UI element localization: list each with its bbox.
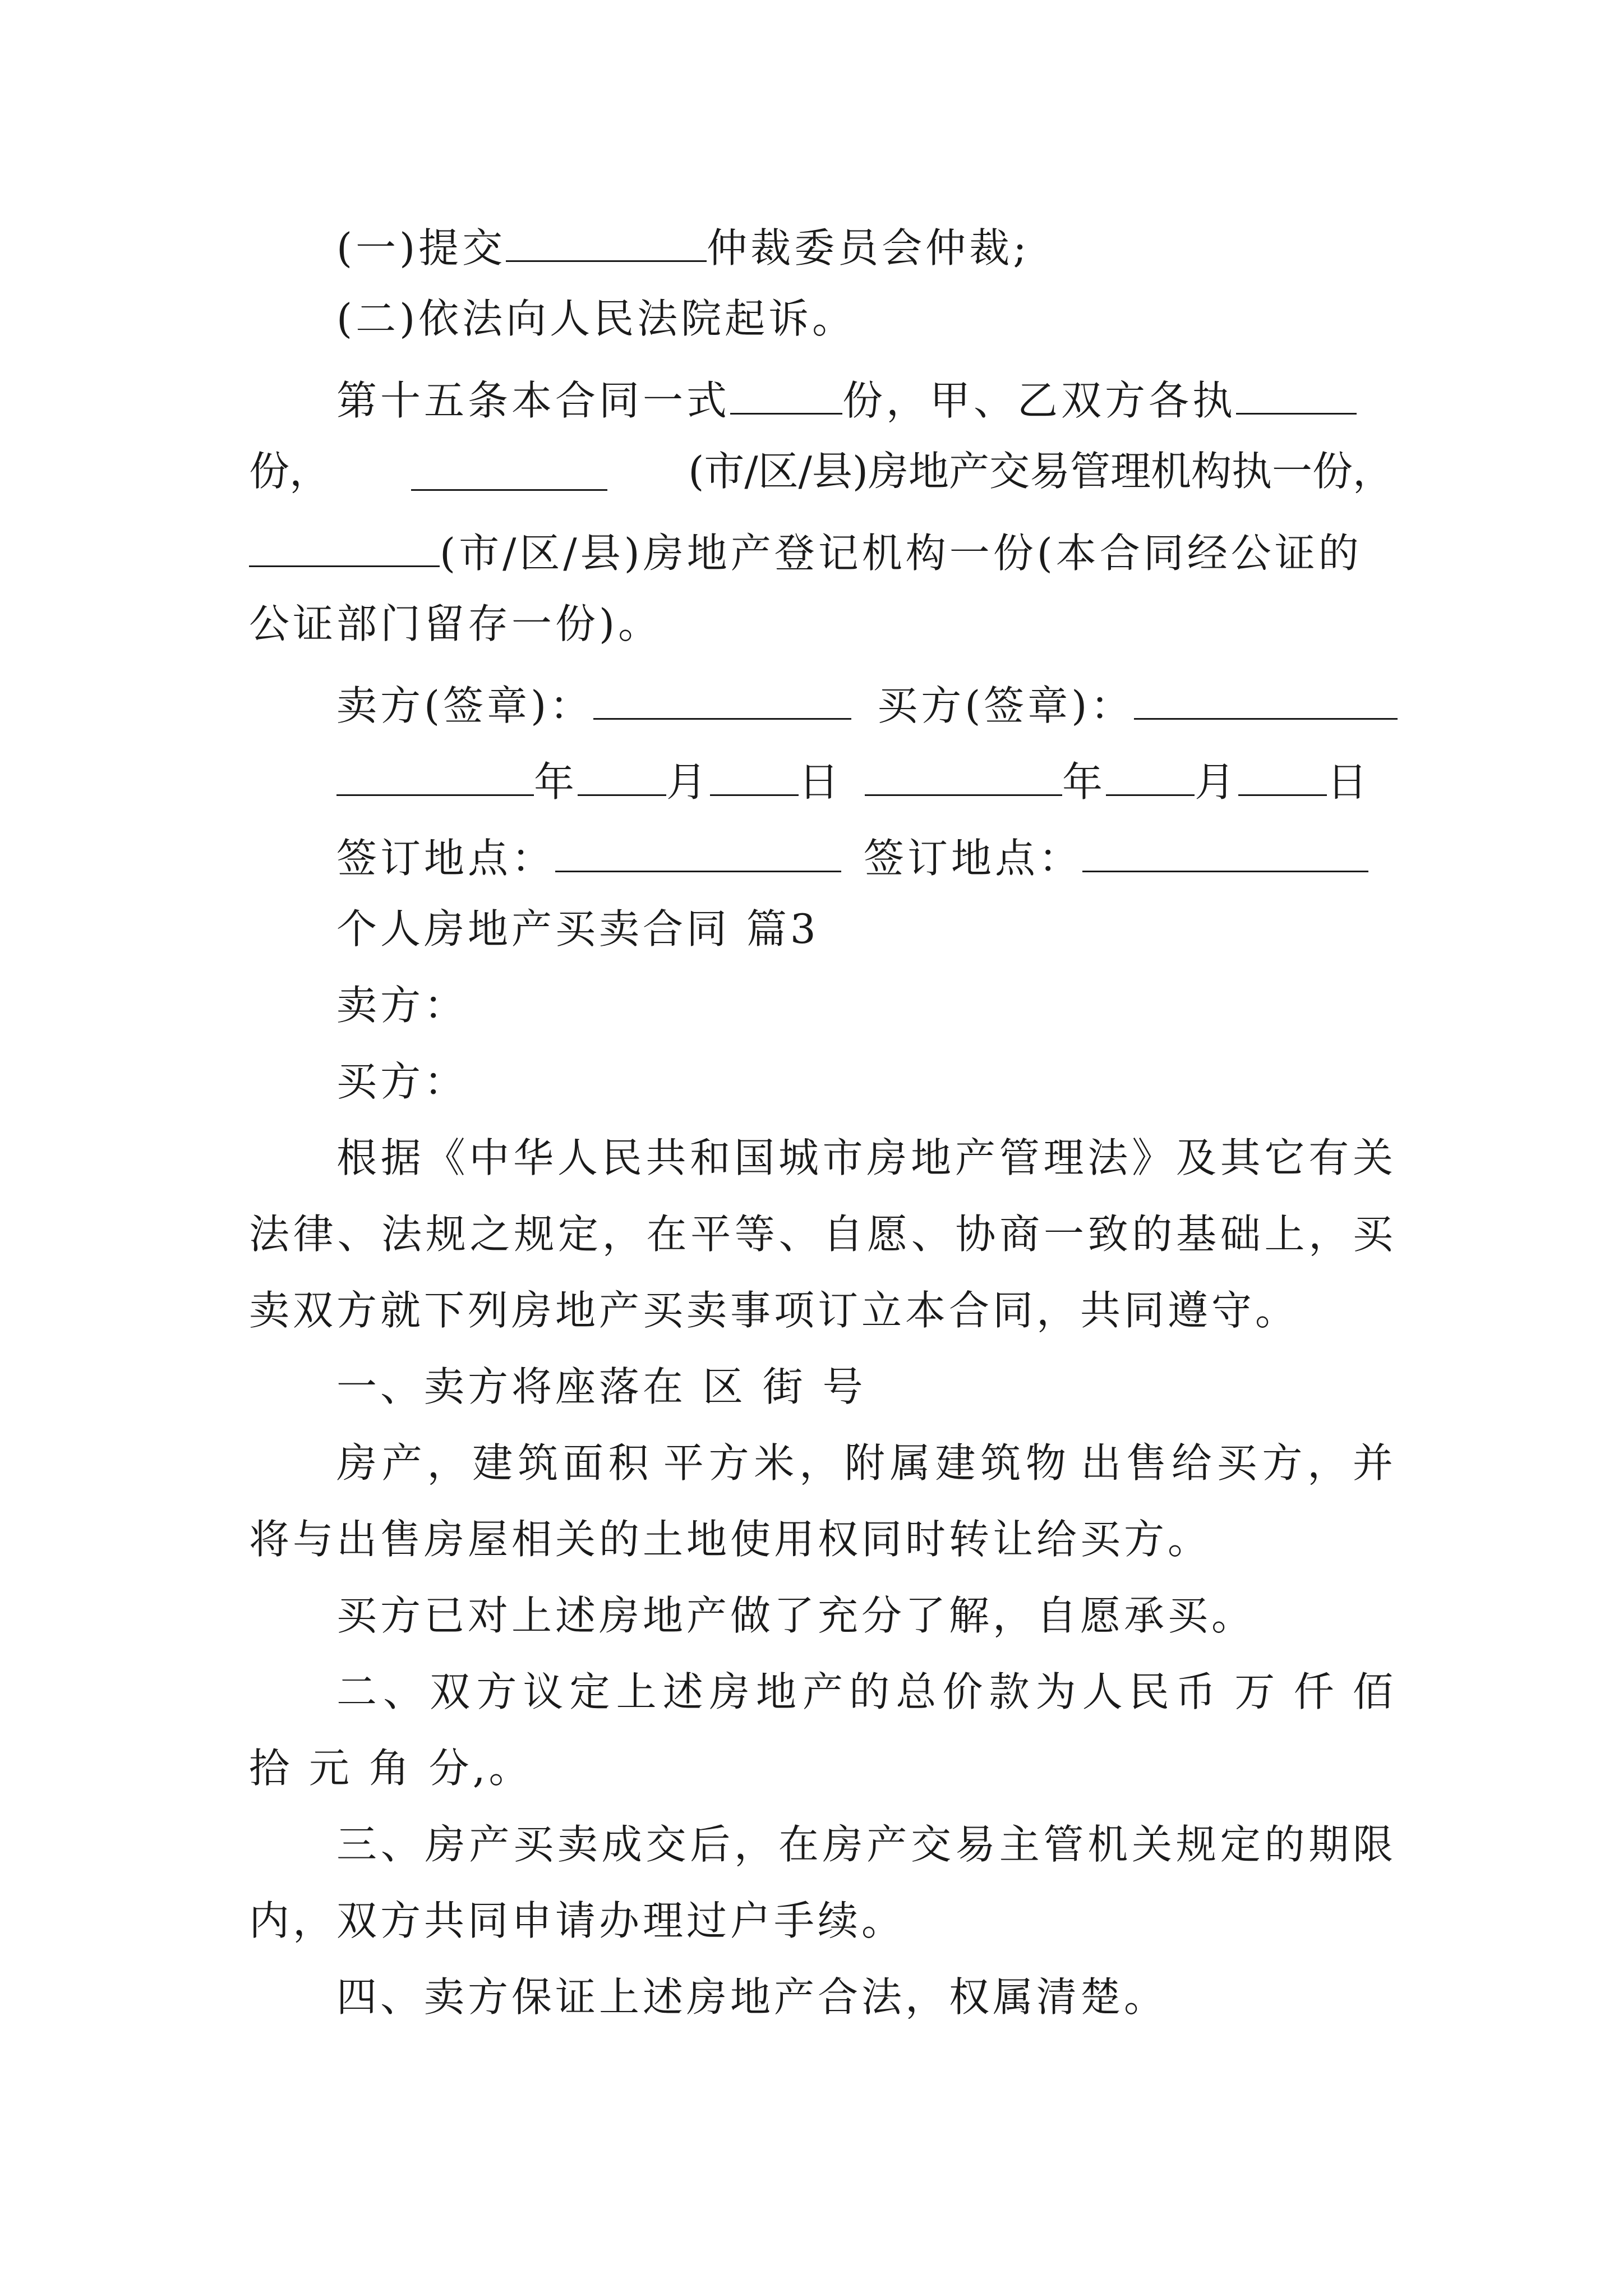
blank-line (865, 756, 1062, 796)
text-segment: 日 (799, 758, 843, 806)
blank-line (730, 375, 842, 415)
blank-line (555, 832, 841, 872)
text-segment: 签订地点： (864, 835, 1083, 882)
text-segment: 签订地点： (336, 835, 556, 882)
text-segment: 日 (1327, 758, 1371, 806)
text-segment: 第十五条本合同一式 (336, 377, 731, 425)
buyer-label: 买方： (336, 1058, 468, 1105)
signature-line (336, 680, 1398, 730)
article-15-line-2 (249, 448, 1393, 495)
text-segment: 月 (666, 758, 711, 806)
text-segment: 年 (1062, 758, 1106, 806)
blank-line (506, 222, 707, 262)
text-segment: 月 (1195, 758, 1239, 806)
paragraph-line: 内，双方共同申请办理过户手续。 (249, 1897, 906, 1944)
article-15-line-4: 公证部门留存一份)。 (249, 600, 662, 647)
blank-line (1082, 832, 1368, 872)
seller-signature-label: 卖方(签章)： (336, 682, 594, 730)
section-heading: 个人房地产买卖合同 篇3 (336, 905, 819, 953)
paragraph-line: 三 、 房 产 买 卖 成 交 后 ， 在 房 产 交 易 主 管 机 关 规 定 的 期 限 (336, 1821, 1393, 1868)
text-segment: (市/区/县)房地产登记机构一份(本合同经公证的 (440, 530, 1362, 577)
text-segment: (市/区/县)房地产交易管理机构执一份， (688, 448, 1393, 495)
paragraph-line: 四、卖方保证上述房地产合法，权属清楚。 (336, 1973, 1168, 2021)
text-segment: 年 (534, 758, 578, 806)
text-segment: 仲裁委员会仲裁; (707, 224, 1030, 272)
blank-line (249, 527, 440, 567)
blank-line (1236, 375, 1357, 415)
article-15-line-3 (249, 527, 1362, 577)
paragraph-line: 买方已对上述房地产做了充分了解，自愿承买。 (336, 1592, 1256, 1639)
blank-line (411, 451, 607, 491)
text-segment: 份，甲、乙双方各执 (842, 377, 1237, 425)
signing-place-line (336, 832, 1368, 882)
paragraph-line: 卖双方就下列房地产买卖事项订立本合同，共同遵守。 (249, 1287, 1299, 1334)
blank-line (336, 756, 534, 796)
buyer-signature-label: 买方(签章)： (877, 682, 1135, 730)
blank-line (710, 756, 799, 796)
paragraph-line: 二 、 双 方 议 定 上 述 房 地 产 的 总 价 款 为 人 民 币 万 仟 佰 (336, 1668, 1393, 1715)
blank-line (578, 756, 666, 796)
paragraph-line: 房 产 ， 建 筑 面 积 平 方 米 ， 附 属 建 筑 物 出 售 给 买 方 ， 并 (336, 1439, 1393, 1487)
date-line (336, 756, 1371, 806)
arbitration-option-1 (336, 222, 1030, 272)
text-segment: (一)提交 (336, 224, 506, 272)
paragraph-line: 根 据 《 中 华 人 民 共 和 国 城 市 房 地 产 管 理 法 》 及 其 它 有 关 (336, 1134, 1393, 1181)
blank-line (1134, 680, 1398, 720)
paragraph-line: 一、卖方将座落在 区 街 号 (336, 1363, 866, 1410)
article-15-line-1 (336, 375, 1357, 425)
blank-line (1238, 756, 1327, 796)
paragraph-line: 法 律 、 法 规 之 规 定 ， 在 平 等 、 自 愿 、 协 商 一 致 的 基 础 上 ， 买 (249, 1211, 1393, 1258)
arbitration-option-2: (二)依法向人民法院起诉。 (336, 295, 856, 342)
seller-label: 卖方： (336, 982, 468, 1029)
text-segment: 份， (249, 448, 330, 495)
paragraph-line: 将与出售房屋相关的土地使用权同时转让给买方。 (249, 1516, 1212, 1563)
blank-line (593, 680, 851, 720)
paragraph-line: 拾 元 角 分,。 (249, 1745, 533, 1792)
blank-line (1106, 756, 1195, 796)
